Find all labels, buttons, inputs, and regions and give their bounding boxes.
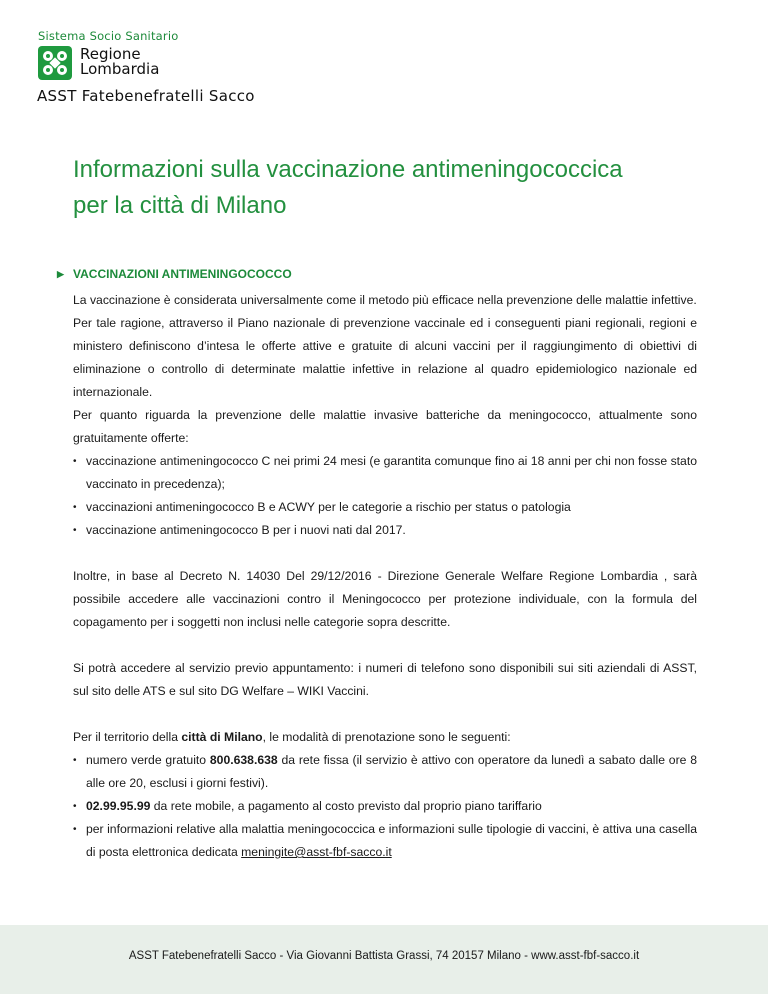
p6-text: Per il territorio della <box>73 730 182 744</box>
asst-name: ASST Fatebenefratelli Sacco <box>37 87 255 105</box>
paragraph-5: Si potrà accedere al servizio previo appuntamento: i numeri di telefono sono disponibili sui siti aziendali di ASST, sul sito delle ATS e sul sito DG Welfare – WIKI Vaccini. <box>73 661 697 698</box>
region-line-1: Regione <box>80 45 141 63</box>
mobile-details: da rete mobile, a pagamento al costo previsto dal proprio piano tariffario <box>150 799 542 813</box>
paragraph-1: La vaccinazione è considerata universalmente come il metodo più efficace nella prevenzione delle malattie infettive. <box>73 293 697 307</box>
system-label: Sistema Socio Sanitario <box>38 29 179 43</box>
toll-free-text: numero verde gratuito <box>86 753 210 767</box>
region-name <box>80 47 159 77</box>
title-line-2: per la città di Milano <box>73 192 287 219</box>
section-heading-text: VACCINAZIONI ANTIMENINGOCOCCO <box>73 267 292 281</box>
paragraph-4: Inoltre, in base al Decreto N. 14030 Del 29/12/2016 - Direzione Generale Welfare Regione Lombardia , sarà possibile accedere alle vaccinazioni contro il Meningococco per protezione individuale, con la formula del copagamento per i soggetti non inclusi nelle categorie sopra descritte. <box>73 569 697 629</box>
footer-text: ASST Fatebenefratelli Sacco - Via Giovanni Battista Grassi, 74 20157 Milano - www.asst-fbf-sacco.it <box>128 950 640 962</box>
paragraph-3: Per quanto riguarda la prevenzione delle malattie invasive batteriche da meningococco, attualmente sono gratuitamente offerte: <box>73 408 697 445</box>
region-line-2: Lombardia <box>80 60 160 78</box>
list-item-toll-free <box>73 749 697 795</box>
toll-free-details: da rete fissa (il servizio è attivo con operatore da lunedì a sabato dalle ore 8 alle ore 20, esclusi i giorni festivi). <box>86 753 697 790</box>
footer <box>0 925 768 994</box>
page-title <box>73 152 733 224</box>
city-name: città di Milano <box>181 730 263 744</box>
section-heading <box>57 263 697 286</box>
rose-icon <box>38 46 72 80</box>
triangle-right-icon: ▶ <box>57 269 64 279</box>
list-item: • vaccinazione antimeningococco C nei primi 24 mesi (e garantita comunque fino ai 18 anni per chi non fosse stato vaccinato in precedenza); <box>73 450 697 496</box>
list-item-email <box>73 818 697 864</box>
list-item-mobile <box>73 795 697 818</box>
paragraph-6 <box>73 726 697 749</box>
mobile-number: 02.99.95.99 <box>86 799 151 813</box>
toll-free-number: 800.638.638 <box>209 753 278 767</box>
email-link[interactable]: meningite@asst-fbf-sacco.it <box>241 845 392 859</box>
title-line-1: Informazioni sulla vaccinazione antimeningococcica <box>73 156 623 183</box>
list-item: • vaccinazioni antimeningococco B e ACWY per le categorie a rischio per status o patologia <box>73 496 697 519</box>
p6-text-end: , le modalità di prenotazione sono le seguenti: <box>262 730 511 744</box>
list-item: • vaccinazione antimeningococco B per i nuovi nati dal 2017. <box>73 519 697 542</box>
email-text: per informazioni relative alla malattia meningococcica e informazioni sulle tipologie di vaccini, è attiva una casella di posta elettronica dedicata <box>86 822 697 859</box>
regione-lombardia-logo-icon <box>38 46 72 80</box>
paragraph-2: Per tale ragione, attraverso il Piano nazionale di prevenzione vaccinale ed i conseguenti piani regionali, regioni e ministero definiscono d’intesa le offerte attive e gratuite di alcuni vaccini per il raggiungimento di obiettivi di eliminazione o controllo di determinate malattie infettive in relazione al quadro epidemiologico nazionale ed internazionale. <box>73 316 697 399</box>
content-section <box>57 263 697 864</box>
